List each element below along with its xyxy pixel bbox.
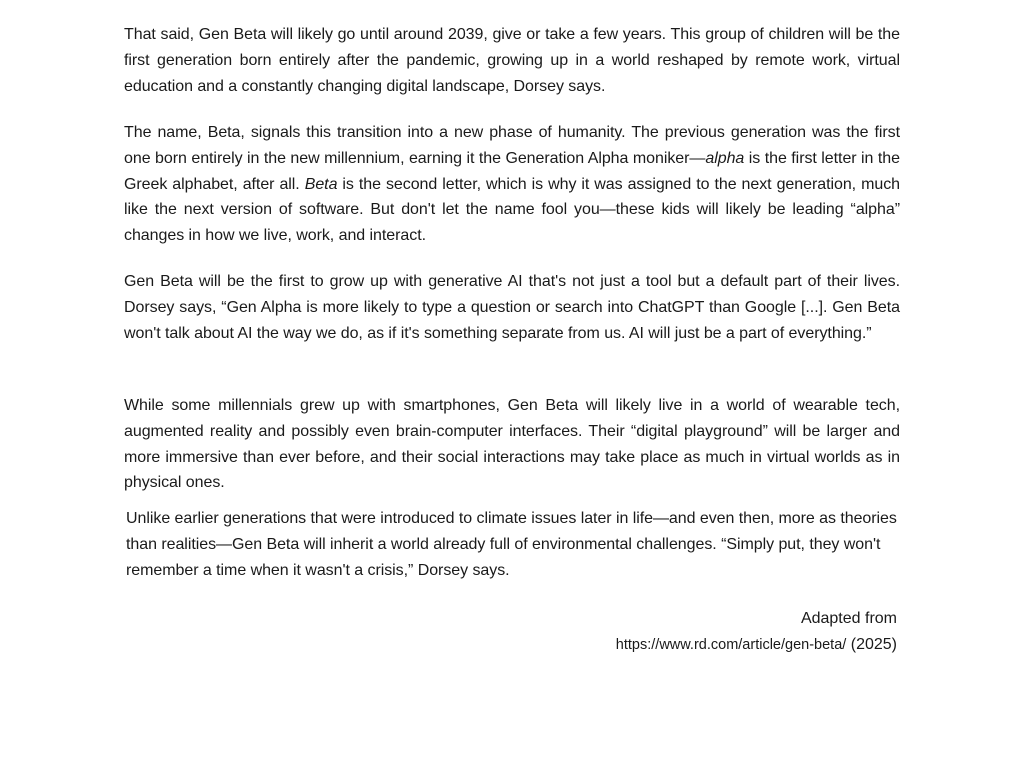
paragraph-text: is the first letter in the Greek alphabet, after all.: [124, 149, 900, 193]
source-url: https://www.rd.com/article/gen-beta/: [615, 637, 847, 653]
paragraph-gen-beta-timeline: That said, Gen Beta will likely go until around 2039, give or take a few years. This group of children will be the first generation born entirely after the pandemic, growing up in a world reshaped by remote work, virtual education and a constantly changing digital landscape, Dorsey says.: [124, 26, 900, 95]
paragraph-generative-ai: Gen Beta will be the first to grow up with generative AI that's not just a tool but a default part of their lives. Dorsey says, “Gen Alpha is more likely to type a question or search into ChatGPT than Google [...]. Gen Beta won't talk about AI the way we do, as if it's something separate from us. AI will just be a part of everything.”: [124, 273, 900, 342]
source-year: (2025): [850, 636, 897, 653]
paragraph-name-beta: [124, 120, 900, 249]
paragraph-text: is the second letter, which is why it was assigned to the next generation, much like the next version of software. But don't let the name fool you—these kids will likely be leading “alpha” changes in how we live, work, and interact.: [124, 175, 900, 245]
italic-word-beta: Beta: [304, 175, 338, 193]
paragraph-climate: Unlike earlier generations that were introduced to climate issues later in life—and even then, more as theories than realities—Gen Beta will inherit a world already full of environmental challenges. “Simply put, they won't remember a time when it wasn't a crisis,” Dorsey says.: [126, 510, 897, 579]
paragraph-wearable-tech: While some millennials grew up with smartphones, Gen Beta will likely live in a world of wearable tech, augmented reality and possibly even brain-computer interfaces. Their “digital playground” will be larger and more immersive than ever before, and their social interactions may take place as much in virtual worlds as in physical ones.: [124, 397, 900, 492]
source-citation: [616, 636, 897, 654]
paragraph-text: The name, Beta, signals this transition into a new phase of humanity. The previous generation was the first one born entirely in the new millennium, earning it the Generation Alpha moniker—: [124, 124, 900, 167]
source-label: Adapted from: [800, 610, 897, 627]
italic-word-alpha: alpha: [705, 149, 745, 167]
